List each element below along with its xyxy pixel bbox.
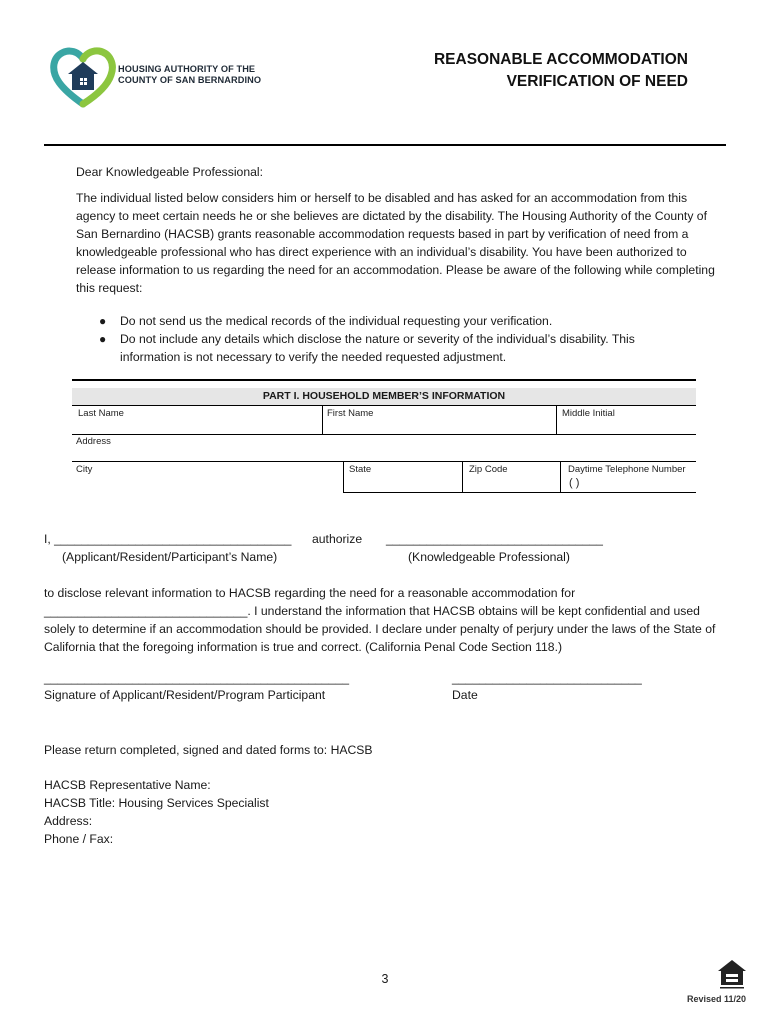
rep-name-label: HACSB Representative Name: <box>44 778 211 792</box>
org-name-line1: HOUSING AUTHORITY OF THE <box>118 64 256 74</box>
last-name-label: Last Name <box>78 408 124 419</box>
header-divider <box>44 144 726 146</box>
form-top-rule <box>72 379 696 381</box>
state-label: State <box>349 464 372 475</box>
org-name <box>118 64 278 86</box>
row-divider <box>72 461 696 462</box>
professional-caption: (Knowledgeable Professional) <box>408 550 570 564</box>
instruction-list <box>92 312 692 366</box>
salutation: Dear Knowledgeable Professional: <box>76 165 263 179</box>
revision-date: Revised 11/20 <box>686 994 746 1004</box>
city-label: City <box>76 464 93 475</box>
middle-initial-label: Middle Initial <box>562 408 615 419</box>
date-label: Date <box>452 688 478 702</box>
professional-name-blank: ________________________________ <box>386 532 603 546</box>
phone-label: Daytime Telephone Number <box>568 464 686 475</box>
phone-fax-line: Phone / Fax: <box>44 832 114 846</box>
cell-divider <box>322 406 323 434</box>
cell-divider <box>462 461 463 493</box>
list-item-text: Do not include any details which disclose the nature or severity of the individual’s disability. This information is not necessary to verify the needed requested adjustment. <box>120 332 635 364</box>
return-instruction: Please return completed, signed and dated forms to: HACSB <box>44 743 373 757</box>
row-divider <box>72 434 696 435</box>
applicant-name-blank: I, ___________________________________ <box>44 532 292 546</box>
address-line: Address: <box>44 814 93 828</box>
phone-area-code: ( ) <box>569 477 580 489</box>
part1-title: PART I. HOUSEHOLD MEMBER’S INFORMATION <box>72 388 696 406</box>
list-item <box>92 312 692 330</box>
bullet-icon: ● <box>99 332 107 346</box>
authorization-statement: to disclose relevant information to HACSB regarding the need for a reasonable accommodation for ______________________________. I understand the information that HACSB obtains will be kept confidential and used solely to determine if an accommodation should be provided. I declare under penalty of perjury under the laws of the State of California that the foregoing information is true and correct. (California Penal Code Section 118.) <box>44 586 716 654</box>
list-item-text: Do not send us the medical records of the individual requesting your verification. <box>120 314 553 328</box>
list-item <box>92 330 692 366</box>
letter-body <box>76 163 716 305</box>
address-label: Address <box>76 436 111 447</box>
heart-house-icon <box>50 44 116 110</box>
zip-code-label: Zip Code <box>469 464 508 475</box>
authorize-word: authorize <box>312 532 363 546</box>
title-line2: VERIFICATION OF NEED <box>506 73 688 90</box>
intro-paragraph: The individual listed below considers him or herself to be disabled and has asked for an accommodation from this agency to meet certain needs he or she believes are dictated by the disability. The Housing Authority of the County of San Bernardino (HACSB) grants reasonable accommodation requests based in part by verification of need from a knowledgeable professional who has direct experience with an individual’s disability. You have been authorized to release information to us regarding the need for an accommodation. Please be aware of the following while completing this request: <box>76 191 715 295</box>
cell-divider <box>560 461 561 493</box>
rep-title-label: HACSB Title: Housing Services Specialist <box>44 796 269 810</box>
page-number: 3 <box>381 972 389 986</box>
equal-housing-opportunity-icon <box>716 957 748 991</box>
hacsb-logo <box>50 44 270 110</box>
date-line: ____________________________ <box>452 671 642 685</box>
applicant-caption: (Applicant/Resident/Participant’s Name) <box>62 550 278 564</box>
signature-line: _____________________________________________ <box>44 671 350 685</box>
bullet-icon: ● <box>99 314 107 328</box>
first-name-label: First Name <box>327 408 374 419</box>
cell-divider <box>343 461 344 493</box>
signature-label: Signature of Applicant/Resident/Program Participant <box>44 688 326 702</box>
document-title <box>388 49 688 93</box>
org-name-line2: COUNTY OF SAN BERNARDINO <box>118 75 262 85</box>
row-divider <box>343 492 696 493</box>
title-line1: REASONABLE ACCOMMODATION <box>433 51 688 68</box>
cell-divider <box>556 406 557 434</box>
